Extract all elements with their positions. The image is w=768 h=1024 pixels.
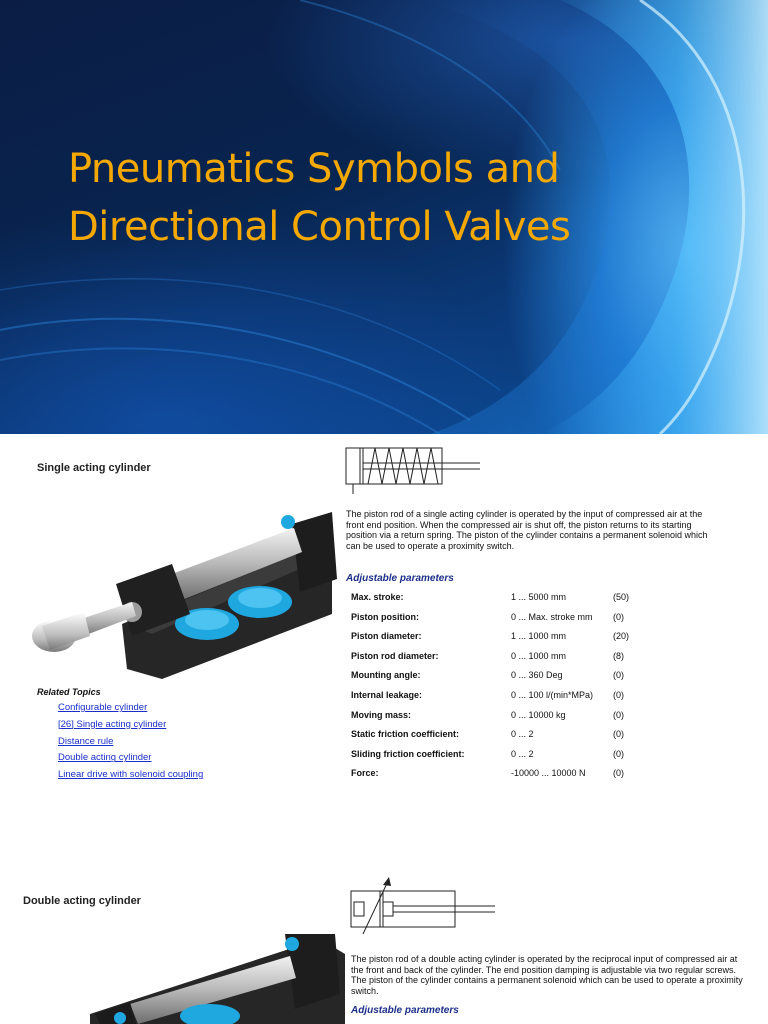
single-cylinder-description: The piston rod of a single acting cylinder is operated by the input of compressed air at the front end position. When the compressed air is shut off, the piston returns to its starting position via a return spring. The piston of the cylinder contains a permanent solenoid which can be used to operate a proximity switch. [346, 509, 708, 551]
param-default: (0) [613, 768, 624, 779]
param-row-piston-rod-diameter [351, 651, 681, 671]
param-range: 0 ... 2 [511, 748, 534, 759]
param-default: (0) [613, 729, 624, 740]
slide-title-line-2: Directional Control Valves [68, 204, 571, 250]
double-cylinder-photo [90, 934, 345, 1024]
param-row-max-stroke [351, 592, 681, 612]
param-row-static-friction [351, 729, 681, 749]
document-page [0, 434, 768, 1024]
param-row-force [351, 768, 681, 788]
related-topics-list [58, 702, 203, 786]
double-cylinder-title: Double acting cylinder [23, 895, 141, 907]
param-label: Force: [351, 768, 379, 779]
param-default: (0) [613, 670, 624, 681]
param-range: 1 ... 5000 mm [511, 592, 567, 602]
related-link-single-acting-cylinder[interactable]: [26] Single acting cylinder [58, 718, 167, 730]
param-default: (0) [613, 611, 624, 622]
param-row-mounting-angle [351, 670, 681, 690]
param-range: 0 ... Max. stroke mm [511, 611, 593, 622]
slide-title-line-1: Pneumatics Symbols and [68, 146, 560, 192]
param-label: Max. stroke: [351, 592, 404, 602]
param-range: 0 ... 360 Deg [511, 670, 563, 681]
related-topics-title: Related Topics [37, 687, 101, 697]
param-default: (0) [613, 709, 624, 720]
param-default: (50) [613, 592, 630, 602]
param-range: 0 ... 100 l/(min*MPa) [511, 689, 594, 700]
param-label: Moving mass: [351, 709, 412, 720]
param-label: Piston rod diameter: [351, 650, 439, 661]
double-cylinder-symbol [345, 874, 500, 939]
param-label: Piston diameter: [351, 631, 422, 642]
double-adjustable-title: Adjustable parameters [351, 1005, 459, 1016]
param-row-sliding-friction [351, 749, 681, 769]
title-slide [0, 0, 768, 434]
related-link-double-acting-cylinder[interactable]: Double acting cylinder [58, 752, 152, 764]
param-range: -10000 ... 10000 N [511, 768, 586, 779]
param-label: Piston position: [351, 611, 419, 622]
param-row-piston-position [351, 612, 681, 632]
single-cylinder-symbol [340, 444, 490, 500]
single-cylinder-title: Single acting cylinder [37, 462, 151, 474]
param-row-piston-diameter [351, 631, 681, 651]
param-range: 1 ... 1000 mm [511, 631, 567, 642]
single-params-table [351, 592, 681, 788]
param-default: (20) [613, 631, 630, 642]
single-adjustable-title: Adjustable parameters [346, 573, 454, 584]
param-default: (0) [613, 689, 624, 700]
param-row-internal-leakage [351, 690, 681, 710]
param-label: Internal leakage: [351, 689, 423, 700]
slide-title [68, 140, 748, 256]
param-range: 0 ... 2 [511, 729, 534, 740]
related-link-configurable-cylinder[interactable]: Configurable cylinder [58, 702, 148, 713]
related-link-linear-drive[interactable]: Linear drive with solenoid coupling [58, 769, 204, 781]
single-cylinder-photo [32, 504, 342, 679]
param-default: (8) [613, 650, 624, 661]
param-label: Static friction coefficient: [351, 729, 460, 740]
param-default: (0) [613, 748, 624, 759]
param-range: 0 ... 10000 kg [511, 709, 566, 720]
param-range: 0 ... 1000 mm [511, 650, 567, 661]
param-row-moving-mass [351, 710, 681, 730]
double-cylinder-description: The piston rod of a double acting cylinder is operated by the reciprocal input of compressed air at the front and back of the cylinder. The end position damping is adjustable via two regular screws. The piston of the cylinder contains a permanent solenoid which can be used to operate a proximity switch. [351, 954, 743, 996]
related-link-distance-rule[interactable]: Distance rule [58, 735, 114, 747]
param-label: Mounting angle: [351, 670, 421, 681]
param-label: Sliding friction coefficient: [351, 748, 465, 759]
